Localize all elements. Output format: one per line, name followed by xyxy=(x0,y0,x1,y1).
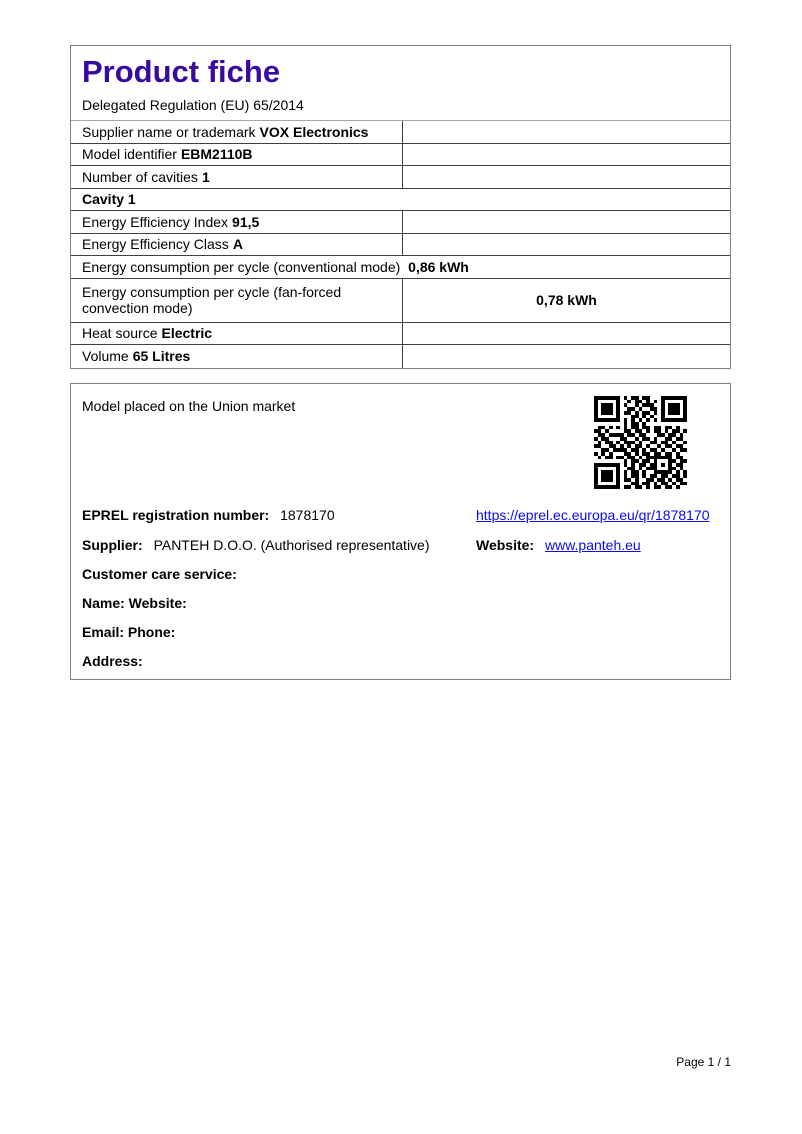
supplier-value: PANTEH D.O.O. (Authorised representative) xyxy=(153,537,430,553)
row-label: Energy Efficiency Index xyxy=(82,213,229,230)
row-empty-cell xyxy=(403,211,730,233)
row-label: Heat source xyxy=(82,325,158,342)
row-cell xyxy=(71,279,403,322)
row-value: A xyxy=(232,236,243,253)
row-cell xyxy=(71,144,403,166)
row-cell xyxy=(71,211,403,233)
row-empty-cell xyxy=(403,144,730,166)
cavity-header-label: Cavity 1 xyxy=(82,191,136,208)
address-label: Address: xyxy=(82,653,143,669)
row-cell xyxy=(71,257,730,277)
row-empty-cell xyxy=(403,121,730,143)
supplier-row xyxy=(82,537,719,555)
row-empty-cell xyxy=(403,323,730,345)
row-empty-cell xyxy=(403,234,730,256)
table-row-energy-fan-forced xyxy=(71,279,730,323)
eprel-registration-row xyxy=(82,507,719,525)
fiche-header xyxy=(71,46,730,121)
row-cell xyxy=(71,345,403,368)
page-number: Page 1 / 1 xyxy=(676,1055,731,1069)
row-cell xyxy=(71,121,403,143)
page-title: Product fiche xyxy=(82,54,281,89)
row-value: 0,86 kWh xyxy=(408,258,469,275)
product-fiche-section xyxy=(70,45,731,369)
name-website-label: Name: Website: xyxy=(82,595,187,611)
row-value: EBM2110B xyxy=(180,146,253,163)
row-cell xyxy=(71,166,403,188)
table-row-energy-efficiency-class xyxy=(71,234,730,257)
supplier-label: Supplier: xyxy=(82,537,143,553)
row-empty-cell xyxy=(403,166,730,188)
row-value: Electric xyxy=(161,325,213,342)
table-row-volume xyxy=(71,345,730,368)
row-label: Supplier name or trademark xyxy=(82,123,256,140)
market-info-section xyxy=(70,383,731,680)
table-row-number-of-cavities xyxy=(71,166,730,189)
table-row-energy-efficiency-index xyxy=(71,211,730,234)
row-value-cell xyxy=(403,279,730,322)
row-label: Energy Efficiency Class xyxy=(82,236,229,253)
row-value: VOX Electronics xyxy=(259,123,369,140)
table-row-heat-source xyxy=(71,323,730,346)
table-row-model-identifier xyxy=(71,144,730,167)
regulation-subtitle: Delegated Regulation (EU) 65/2014 xyxy=(82,97,304,113)
row-value: 0,78 kWh xyxy=(536,292,597,308)
row-label: Energy consumption per cycle (fan-forced convection mode) xyxy=(82,284,342,316)
row-empty-cell xyxy=(403,345,730,368)
row-cell xyxy=(71,234,403,256)
table-row-cavity-header xyxy=(71,189,730,212)
table-row-supplier-name xyxy=(71,121,730,144)
table-row-energy-conventional xyxy=(71,256,730,279)
row-cell xyxy=(71,323,403,345)
website-label: Website: xyxy=(476,537,535,553)
qr-code-icon xyxy=(594,396,687,489)
customer-care-label: Customer care service: xyxy=(82,566,237,582)
eprel-value: 1878170 xyxy=(280,507,335,523)
email-phone-label: Email: Phone: xyxy=(82,624,176,640)
model-placed-label: Model placed on the Union market xyxy=(82,398,296,414)
website-link[interactable]: www.panteh.eu xyxy=(544,537,641,553)
row-value: 1 xyxy=(201,168,210,185)
row-label: Model identifier xyxy=(82,146,177,163)
row-label: Energy consumption per cycle (conventional mode) xyxy=(82,258,401,275)
eprel-label: EPREL registration number: xyxy=(82,507,270,523)
eprel-link[interactable]: https://eprel.ec.europa.eu/qr/1878170 xyxy=(476,507,710,523)
row-label: Volume xyxy=(82,348,129,365)
row-value: 91,5 xyxy=(232,213,260,230)
row-label: Number of cavities xyxy=(82,168,198,185)
row-value: 65 Litres xyxy=(132,348,191,365)
